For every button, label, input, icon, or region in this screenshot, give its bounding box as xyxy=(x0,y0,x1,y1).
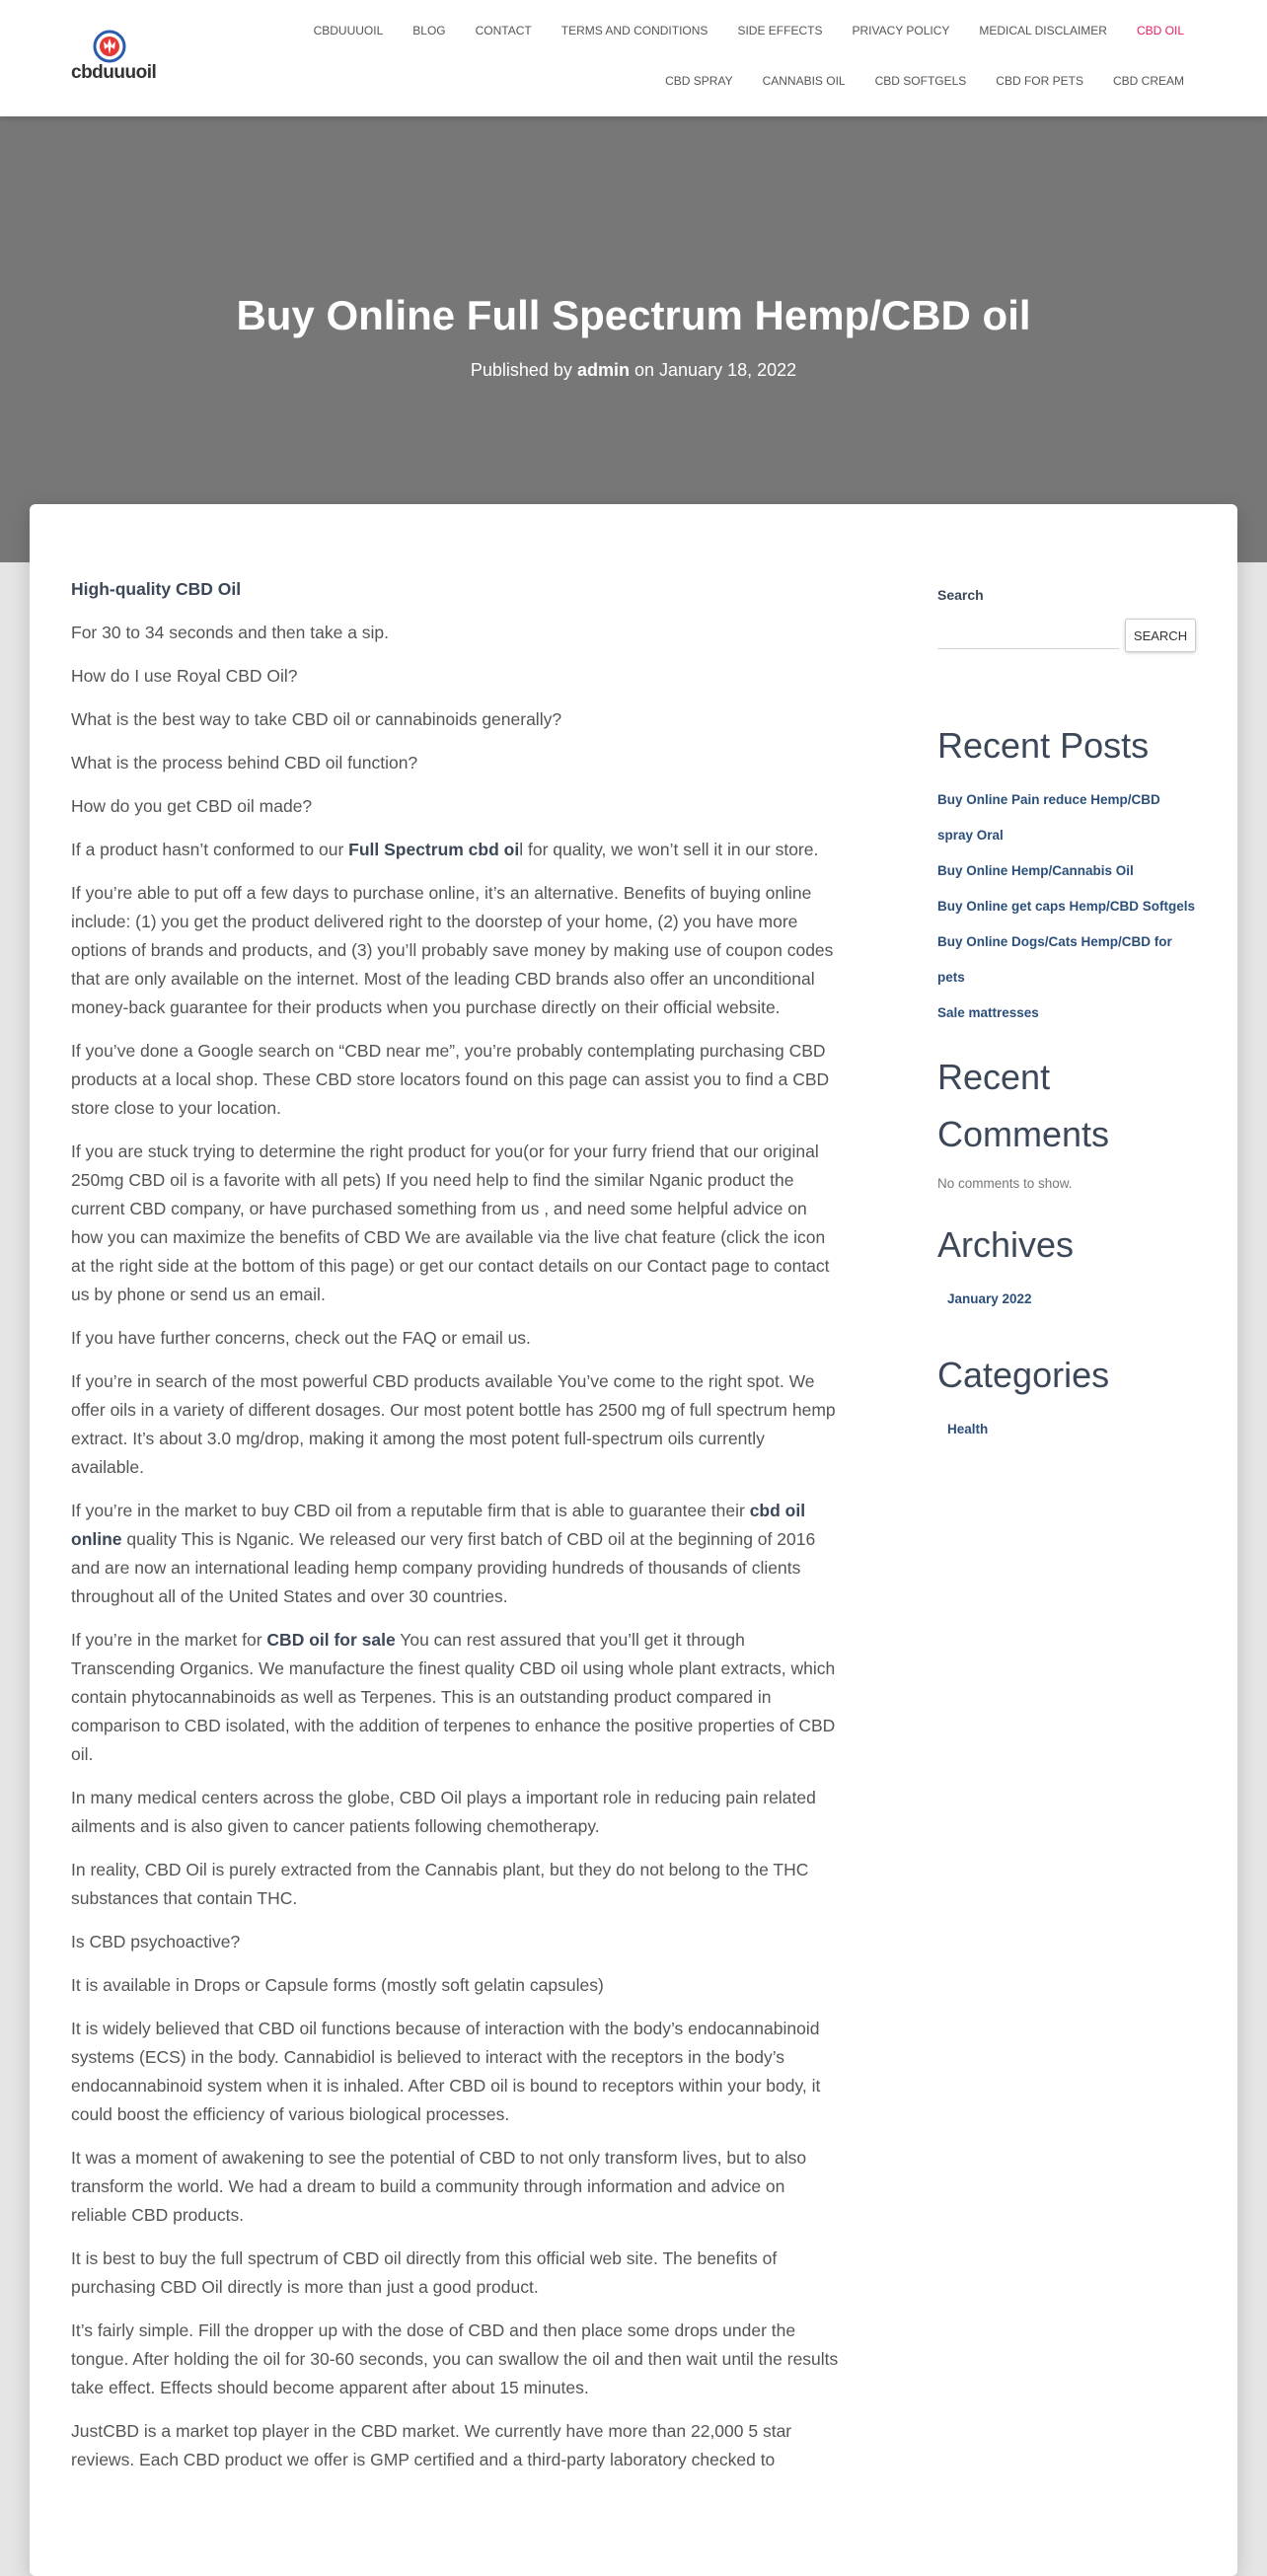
post-date: January 18, 2022 xyxy=(659,360,797,380)
nav-item-cbd-cream[interactable]: CBD CREAM xyxy=(1112,74,1184,88)
nav-item-cbd-softgels[interactable]: CBD SOFTGELS xyxy=(874,74,967,88)
paragraph: JustCBD is a market top player in the CBD market. We currently have more than 22,000 5 star reviews. Each CBD product we offer is GMP certified and a third-party laboratory checked to xyxy=(71,2421,792,2469)
category-item-link[interactable]: Health xyxy=(947,1422,989,1436)
archive-item xyxy=(937,1282,1196,1317)
recent-post-item xyxy=(937,889,1196,924)
nav-item-contact[interactable]: CONTACT xyxy=(475,24,532,37)
site-logo[interactable] xyxy=(71,30,157,89)
paragraph: How do I use Royal CBD Oil? xyxy=(71,666,298,686)
paragraph: It is best to buy the full spectrum of CBD oil directly from this official web site. The benefits of purchasing CBD Oil directly is more than just a good product. xyxy=(71,2248,778,2297)
nav-item-medical-disclaimer[interactable]: MEDICAL DISCLAIMER xyxy=(979,24,1107,37)
search-form xyxy=(937,615,1196,654)
recent-posts-heading: Recent Posts xyxy=(937,725,1150,766)
primary-nav xyxy=(299,24,1184,37)
archives-heading: Archives xyxy=(937,1224,1075,1265)
recent-posts-list xyxy=(937,782,1196,1031)
recent-post-item-link[interactable]: Sale mattresses xyxy=(937,1005,1039,1020)
categories-list xyxy=(937,1412,1196,1447)
paragraph: If you are stuck trying to determine the right product for you(or for your furry friend that our original 250mg CBD oil is a favorite with all pets) If you need help to find the similar Nganic product the current CBD company, or have purchased something from us , and need some helpful advice on how you can maximize the benefits of CBD We are available via the live chat feature (click the icon at the right side at the bottom of this page) or get our contact details on our Contact page to contact us by phone or send us an email. xyxy=(71,1141,830,1304)
article-heading: High-quality CBD Oil xyxy=(71,579,242,599)
paragraph: If you have further concerns, check out the FAQ or email us. xyxy=(71,1328,531,1348)
no-comments-note: No comments to show. xyxy=(937,1176,1073,1191)
archives-list xyxy=(937,1282,1196,1317)
nav-item-cbduuuoil[interactable]: CBDUUUOIL xyxy=(313,24,384,37)
paragraph: How do you get CBD oil made? xyxy=(71,796,313,816)
article-content xyxy=(71,575,841,2489)
search-button[interactable]: SEARCH xyxy=(1125,619,1196,652)
page-hero xyxy=(0,116,1267,562)
search-input[interactable] xyxy=(937,625,1119,649)
paragraph: What is the best way to take CBD oil or cannabinoids generally? xyxy=(71,709,562,729)
categories-heading: Categories xyxy=(937,1355,1110,1395)
post-meta xyxy=(0,360,1267,381)
recent-post-item-link[interactable]: Buy Online Dogs/Cats Hemp/CBD for pets xyxy=(937,934,1172,985)
text-span: If you’re in the market to buy CBD oil from a reputable firm that is able to guarantee their xyxy=(71,1501,750,1520)
paragraph: It’s fairly simple. Fill the dropper up with the dose of CBD and then place some drops under the tongue. After holding the oil for 30-60 seconds, you can swallow the oil and then wait until the results take effect. Effects should become apparent after about 15 minutes. xyxy=(71,2320,839,2397)
paragraph: What is the process behind CBD oil function? xyxy=(71,753,418,773)
search-label: Search xyxy=(937,587,984,603)
paragraph: If you’ve done a Google search on “CBD near me”, you’re probably contemplating purchasing CBD products at a local shop. These CBD store locators found on this page can assist you to find a CBD store close to your location. xyxy=(71,1041,830,1118)
archive-item-link[interactable]: January 2022 xyxy=(947,1291,1032,1306)
recent-comments-heading: Recent Comments xyxy=(937,1057,1110,1154)
nav-item-side-effects[interactable]: SIDE EFFECTS xyxy=(737,24,823,37)
paragraph: If you’re in search of the most powerful CBD products available You’ve come to the right spot. We offer oils in a variety of different dosages. Our most potent bottle has 2500 mg of full spectrum hemp extract. It’s about 3.0 mg/drop, making it among the most potent full-spectrum oils currently available. xyxy=(71,1371,836,1477)
post-author-link[interactable]: admin xyxy=(576,360,630,380)
recent-post-item xyxy=(937,924,1196,995)
recent-post-item xyxy=(937,853,1196,889)
text-span: If you’re in the market for xyxy=(71,1630,267,1650)
nav-item-cbd-oil[interactable]: CBD OIL xyxy=(1136,24,1184,37)
secondary-nav xyxy=(650,74,1184,88)
text-span: l for quality, we won’t sell it in our store. xyxy=(519,840,819,859)
paragraph: Is CBD psychoactive? xyxy=(71,1932,241,1951)
paragraph: If you’re able to put off a few days to purchase online, it’s an alternative. Benefits of buying online include: (1) you get the product delivered right to the doorstep of your home, (2) you have more options of brands and products, and (3) you’ll probably save money by making use of coupon codes that are only available on the internet. Most of the leading CBD brands also offer an unconditional money-back guarantee for their products when you purchase directly on their official website. xyxy=(71,883,834,1017)
recent-post-item xyxy=(937,782,1196,853)
text-span: If a product hasn’t conformed to our xyxy=(71,840,349,859)
recent-post-item-link[interactable]: Buy Online Hemp/Cannabis Oil xyxy=(937,863,1134,878)
text-span: quality This is Nganic. We released our very first batch of CBD oil at the beginning of 2016 and are now an international leading hemp company providing hundreds of thousands of clients throughout all of the United States and over 30 countries. xyxy=(71,1529,816,1606)
paragraph: It is available in Drops or Capsule forms (mostly soft gelatin capsules) xyxy=(71,1975,604,1995)
cbd-oil-for-sale-link[interactable]: CBD oil for sale xyxy=(266,1630,396,1650)
page-title: Buy Online Full Spectrum Hemp/CBD oil xyxy=(236,292,1031,338)
published-prefix: Published by xyxy=(470,360,572,380)
paragraph: It was a moment of awakening to see the potential of CBD to not only transform lives, but to also transform the world. We had a dream to build a community through information and advice on reliable CBD products. xyxy=(71,2148,807,2225)
paragraph xyxy=(71,836,841,864)
paragraph: It is widely believed that CBD oil functions because of interaction with the body’s endocannabinoid systems (ECS) in the body. Cannabidiol is believed to interact with the receptors in the body’s endocannabinoid system when it is inhaled. After CBD oil is bound to receptors within your body, it could boost the efficiency of various biological processes. xyxy=(71,2019,821,2124)
category-item xyxy=(937,1412,1196,1447)
text-span: You can rest assured that you’ll get it through Transcending Organics. We manufacture the finest quality CBD oil using whole plant extracts, which contain phytocannabinoids as well as Terpenes. This is an outstanding product compared in comparison to CBD isolated, with the addition of terpenes to enhance the positive properties of CBD oil. xyxy=(71,1630,836,1764)
paragraph xyxy=(71,1626,841,1769)
sidebar xyxy=(937,575,1196,1447)
logo-text: cbduuuoil xyxy=(71,62,157,83)
recent-post-item-link[interactable]: Buy Online Pain reduce Hemp/CBD spray Oral xyxy=(937,792,1160,843)
nav-item-cbd-for-pets[interactable]: CBD FOR PETS xyxy=(996,74,1083,88)
top-navbar xyxy=(0,0,1267,116)
paragraph xyxy=(71,1497,841,1611)
nav-item-privacy-policy[interactable]: PRIVACY POLICY xyxy=(852,24,950,37)
main-card xyxy=(30,504,1237,2576)
nav-item-cbd-spray[interactable]: CBD SPRAY xyxy=(665,74,733,88)
paragraph: In many medical centers across the globe, CBD Oil plays a important role in reducing pain related ailments and is also given to cancer patients following chemotherapy. xyxy=(71,1788,816,1836)
logo-icon xyxy=(93,30,126,63)
date-prefix: on xyxy=(634,360,655,380)
cbd-oil-online-link[interactable]: cbd oil online xyxy=(71,1501,806,1549)
paragraph: For 30 to 34 seconds and then take a sip. xyxy=(71,623,390,642)
paragraph: In reality, CBD Oil is purely extracted from the Cannabis plant, but they do not belong to the THC substances that contain THC. xyxy=(71,1860,809,1908)
full-spectrum-link[interactable]: Full Spectrum cbd oi xyxy=(348,840,520,859)
nav-item-terms-and-conditions[interactable]: TERMS AND CONDITIONS xyxy=(560,24,708,37)
nav-item-blog[interactable]: BLOG xyxy=(412,24,446,37)
recent-post-item-link[interactable]: Buy Online get caps Hemp/CBD Softgels xyxy=(937,899,1196,914)
recent-post-item xyxy=(937,995,1196,1031)
nav-item-cannabis-oil[interactable]: CANNABIS OIL xyxy=(762,74,846,88)
